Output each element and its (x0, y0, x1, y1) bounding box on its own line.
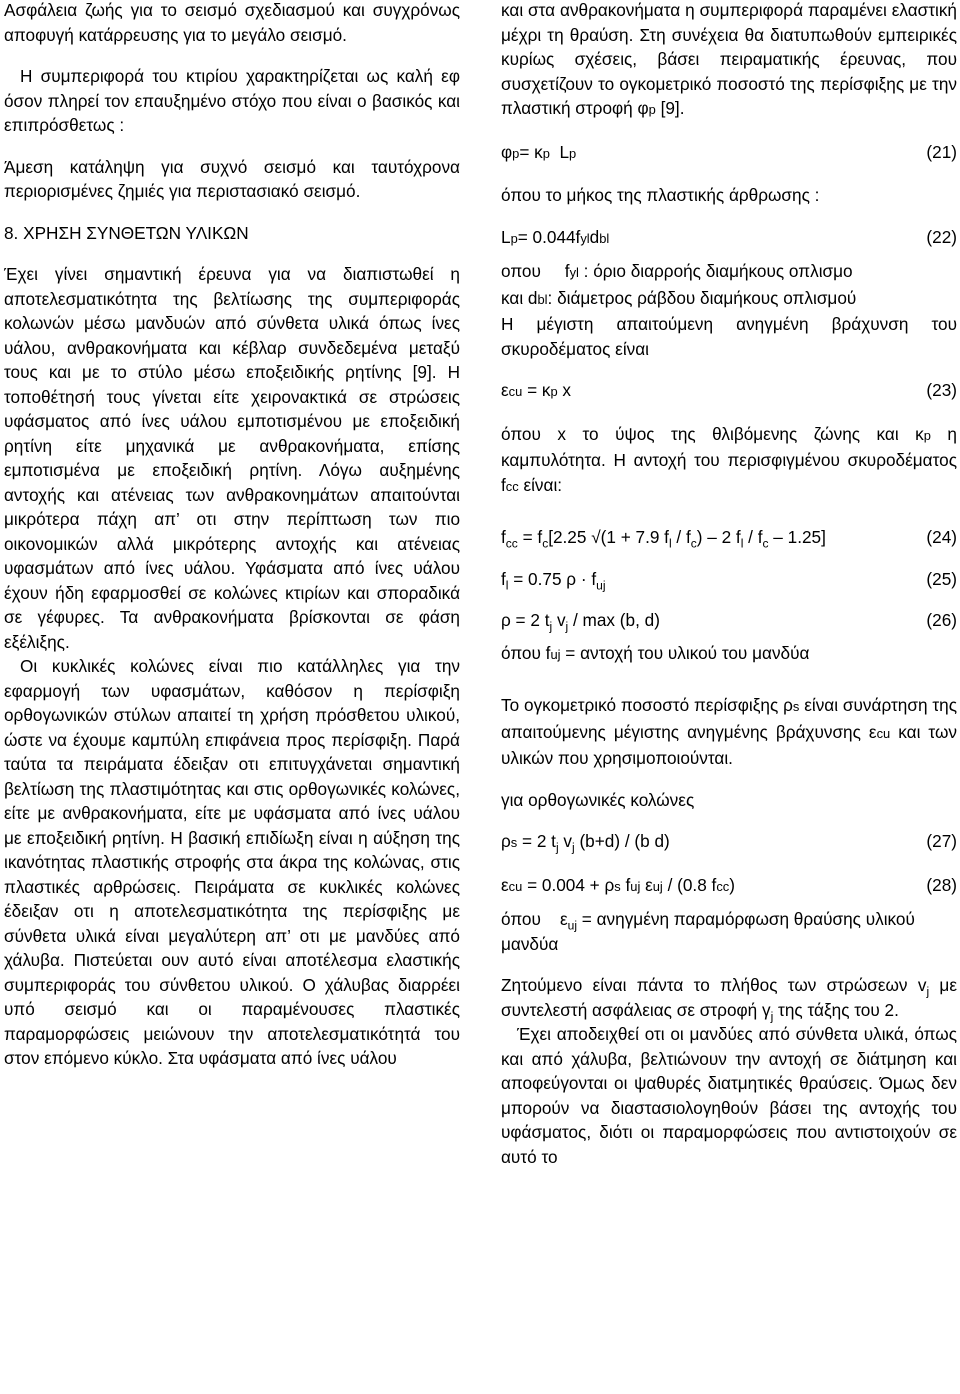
equation-21 (501, 140, 957, 167)
left-column (4, 0, 460, 1071)
subscript: p (542, 145, 550, 161)
equation-body: εcu = 0.004 + ρs fuj εuj / (0.8 fcc) (501, 874, 735, 895)
subscript: p (510, 230, 518, 246)
text-span: η καμπυλότητα. Η αντοχή του περισφιγμένου σκυροδέματος f (501, 423, 957, 495)
equation-body (501, 225, 609, 252)
text-span: οπου (501, 261, 541, 281)
paragraph (501, 422, 957, 500)
equation-number: (23) (926, 380, 957, 400)
paragraph (501, 259, 957, 286)
text-span: [9]. (655, 98, 685, 118)
equation-22 (501, 225, 957, 252)
equation-number: (27) (926, 831, 957, 851)
equation-number: (26) (926, 610, 957, 630)
subscript: bl (599, 230, 610, 246)
paragraph: Το ογκομετρικό ποσοστό περίσφιξης ρs είναι συνάρτηση της απαιτούμενης μέγιστης ανηγμένης βράχυνσης εcu και των υλικών που χρησιμοποιούνται. (501, 695, 957, 768)
equation-27 (501, 829, 957, 856)
paragraph (501, 0, 957, 123)
equation-body: $f_{cc} = f_c[2.25$ √(1 + 7.9 $f_l / f_c) - 2$ $f_l / f_c - 1.25$] (501, 527, 826, 551)
text-span: και στα ανθρακονήματα η συμπεριφορά παραμένει ελαστική μέχρι τη θραύση. Στη συνέχεια θα διατυπωθούν εμπειρικές κυρίως σχέσεις, βάσει πειραματικής έρευνας, που συσχετίζουν το ογκομετρικό ποσοστό της περίσφιξης με την πλαστική στροφή (501, 0, 957, 118)
subscript: p (550, 384, 558, 399)
symbol: L (549, 141, 570, 162)
text-span: : διάμετρος ράβδου διαμήκους οπλισμού (547, 287, 857, 308)
paragraph: Η συμπεριφορά του κτιρίου χαρακτηρίζεται ως καλή εφ όσον πληρεί τον επαυξημένο στόχο που είναι ο βασικός και επιπρόσθετως : (4, 66, 460, 135)
paragraph: Έχει αποδειχθεί οτι οι μανδύες από σύνθετα υλικά, όπως και από χάλυβα, βελτιώνουν την αντοχή σε διάτμηση και αποφεύγονται οι ψαθυρές διατμητικές θραύσεις. Όμως δεν μπορούν να διαστασιολογηθούν βάσει της αντοχής του υφάσματος, διότι οι παραμορφώσεις που αντιστοιχούν σε αυτό το (501, 1024, 957, 1167)
paragraph: Η μέγιστη απαιτούμενη ανηγμένη βράχυνση του σκυροδέματος είναι (501, 314, 957, 359)
text-span: και d (501, 287, 538, 308)
equation-24 (501, 525, 957, 550)
subscript: yl (580, 230, 590, 246)
equation-body: $f_l = 0.75$ $\rho \cdot f_{uj}$ (501, 568, 606, 592)
symbol: = κ (522, 380, 551, 400)
subscript: p (923, 427, 931, 443)
symbol: f (564, 261, 570, 281)
subscript: cu (508, 384, 523, 399)
symbol: φ (637, 98, 649, 118)
symbol: = 0.044f (517, 226, 581, 247)
paragraph: όπου το μήκος της πλαστικής άρθρωσης : (501, 185, 820, 205)
paragraph: όπου $\varepsilon_{uj} = \alpha\nu\eta\gamma\mu έ\nu\eta$ παραμόρφωση θραύσης υλικού μανδύα (501, 909, 915, 954)
equation-number: (24) (926, 527, 957, 547)
text-span: : όριο διαρροής διαμήκους οπλισμο (578, 261, 853, 281)
paragraph: όπου fuj = αντοχή του υλικού του μανδύα (501, 642, 810, 663)
symbol: x (557, 380, 572, 400)
equation-23 (501, 378, 957, 405)
symbol: φ (501, 141, 513, 162)
subscript: p (569, 145, 577, 161)
subscript: bl (537, 291, 548, 307)
subscript: p (648, 102, 656, 117)
paragraph (501, 286, 957, 313)
text-span: είναι: (518, 474, 563, 495)
symbol: d (589, 226, 600, 247)
equation-body: ρs = 2 $t_j$ $v_j$ (b+d) / (b d) (501, 831, 670, 855)
symbol: ε (501, 380, 509, 400)
equation-number: (28) (926, 874, 957, 895)
subscript: yl (569, 265, 579, 280)
subscript: p (512, 145, 520, 161)
paragraph: Οι κυκλικές κολώνες είναι πιο κατάλληλες για την εφαρμογή των υφασμάτων, καθόσον η περίσφιξη ορθογωνικών στύλων απαιτεί τη χρήση πρόσθετου υλικού, ώστε να έχουμε καμπύλη επιφάνεια προς περίσφιξη. Παρά ταύτα τα πειράματα έδειξαν οτι επιτυγχάνεται σημαντική βελτίωση της πλαστιμότητας και στις ορθογωνικές κολώνες, είτε με ανθρακονήματα, είτε με υφάσματα από ίνες υάλου με εποξειδική ρητίνη. Η βασική επιδίωξη είναι η αύξηση της ικανότητας πλαστικής στροφής στα άκρα της κολώνας, στις πλαστικές αρθρώσεις. Πειράματα σε κυκλικές κολώνες έδειξαν οτι η αποτελεσματικότητα της περίσφιξης με σύνθετα υλικά είναι μεγαλύτερη απ’ οτι με μανδύες από χάλυβα. Πιστεύεται ουν αυτό είναι αποτέλεσμα ελαστικής συμπεριφοράς του σύνθετου υλικού. Ο χάλυβας διαρρέει υπό σεισμό και οι παραμένουσες πλαστικές παραμορφώσεις μειώνουν την αποτελεσματικότητά του στον επόμενο κύκλο. Στα υφάσματα από ίνες υάλου (4, 656, 460, 1068)
symbol: L (501, 226, 511, 247)
equation-number: (25) (926, 568, 957, 589)
equation-28 (501, 873, 957, 900)
subscript: cc (505, 478, 519, 494)
paragraph: Έχει γίνει σημαντική έρευνα για να διαπιστωθεί η αποτελεσματικότητα της βελτίωσης της συμπεριφοράς κολωνών μέσω μανδυών από σύνθετα υλικά όπως ίνες υάλου, ανθρακονήματα και κέβλαρ συνδεδεμένα μεταξύ τους και με το στύλο μέσω εποξειδικής ρητίνης [9]. Η τοποθέτησή τους γίνεται είτε χειρονακτικά σε στρώσεις υφάσματος από ίνες υάλου εμποτισμένου με εποξειδική ρητίνη είτε μηχανικά με ανθρακονήματα, επίσης εμποτισμένα με εποξειδική ρητίνη. Λόγω αυξημένης αντοχής και ατένειας των ανθρακονημάτων απαιτούνται μικρότερα πάχη απ’ οτι στην περίπτωση των πιο οικονομικών αλλά μικρότερης αντοχής και ατένειας υφασμάτων από ίνες υάλου. Υφάσματα από ίνες υάλου έχουν ήδη εφαρμοσθεί σε κολώνες κτιρίων και σποραδικά σε γέφυρες. Τα ανθρακονήματα βρίσκονται σε φάση εξέλιξης. (4, 264, 460, 652)
equation-25 (501, 567, 957, 592)
paragraph: Ασφάλεια ζωής για το σεισμό σχεδιασμού και συγχρόνως αποφυγή κατάρρευσης για το μεγάλο σεισμό. (4, 0, 460, 45)
equation-body (501, 140, 576, 167)
equation-26 (501, 608, 957, 633)
right-column (501, 0, 957, 1169)
equation-body: ρ = 2 $t_j$ $v_j$ / max (b, d) (501, 610, 660, 634)
equation-number: (21) (926, 141, 957, 162)
paragraph: Άμεση κατάληψη για συχνό σεισμό και ταυτόχρονα περιορισμένες ζημιές για περιστασιακό σεισμό. (4, 156, 460, 201)
section-heading: 8. ΧΡΗΣΗ ΣΥΝΘΕΤΩΝ ΥΛΙΚΩΝ (4, 222, 249, 243)
paragraph: για ορθογωνικές κολώνες (501, 789, 695, 810)
paragraph: Ζητούμενο είναι πάντα το πλήθος των στρώσεων $v_j$ με συντελεστή ασφάλειας σε στροφή $\gamma_j$ της τάξης του 2. (501, 975, 957, 1023)
equation-number: (22) (926, 226, 957, 247)
text-span: όπου x το ύψος της θλιβόμενης ζώνης και κ (501, 423, 924, 444)
symbol: = κ (519, 141, 543, 162)
equation-body (501, 378, 571, 405)
